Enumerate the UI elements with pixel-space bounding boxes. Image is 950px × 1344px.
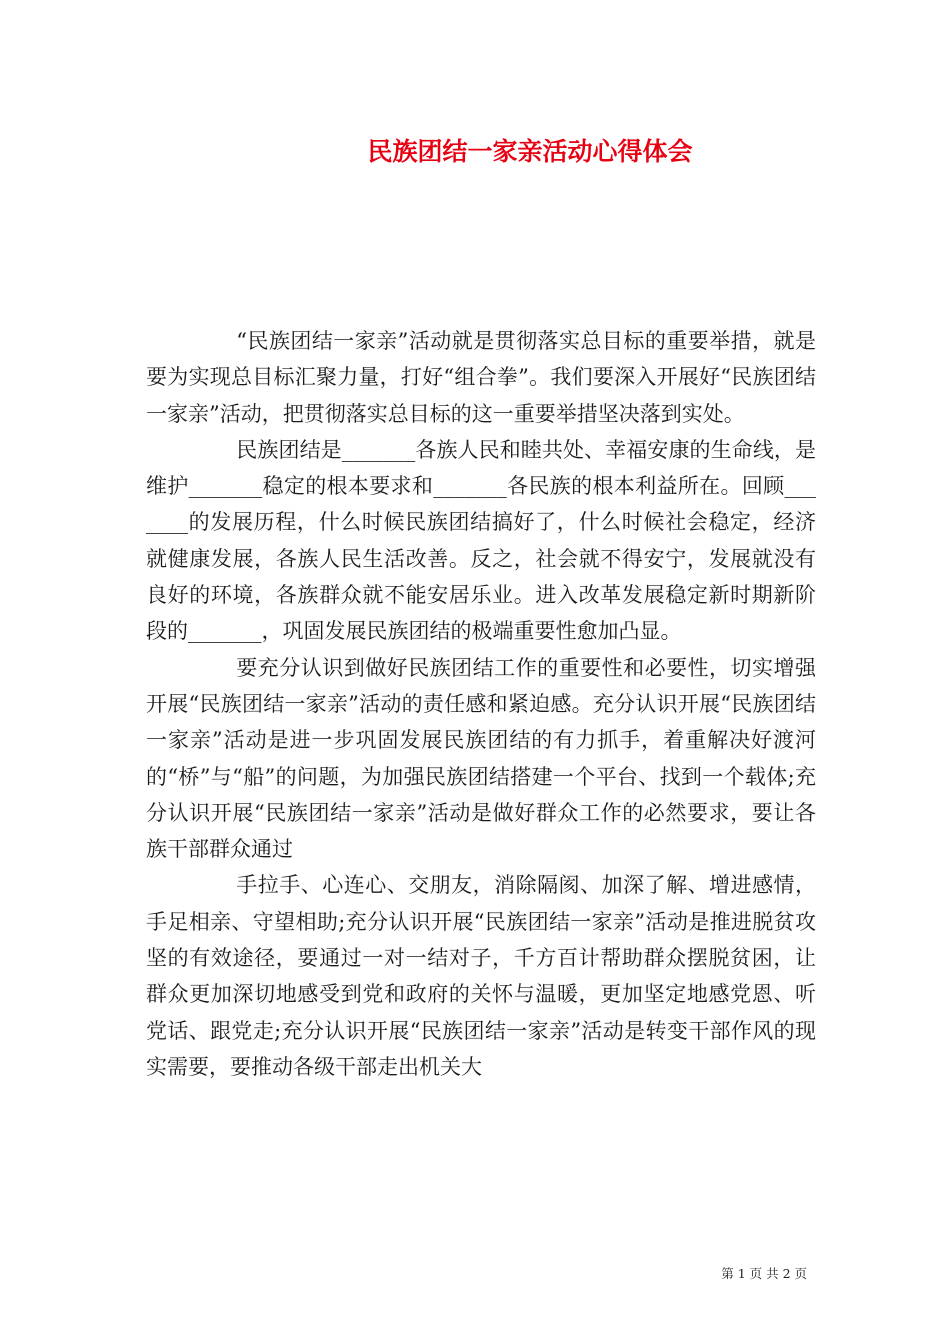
page-number-footer: 第 1 页 共 2 页 [721,1266,807,1281]
document-title: 民族团结一家亲活动心得体会 [367,137,693,166]
paragraph-3: 要充分认识到做好民族团结工作的重要性和必要性，切实增强开展“民族团结一家亲”活动的责任感和紧迫感。充分认识开展“民族团结一家亲”活动是进一步巩固发展民族团结的有力抓手，着重解决好渡河的“桥”与“船”的问题，为加强民族团结搭建一个平台、找到一个载体;充分认识开展“民族团结一家亲”活动是做好群众工作的必然要求，要让各族干部群众通过 [146,655,816,862]
paragraph-2: 民族团结是_______各族人民和睦共处、幸福安康的生命线，是维护_______稳定的根本要求和_______各民族的根本利益所在。回顾_______的发展历程，什么时候民族团结搞好了，什么时候社会稳定，经济就健康发展，各族人民生活改善。反之，社会就不得安宁，发展就没有良好的环境，各族群众就不能安居乐业。进入改革发展稳定新时期新阶段的_______，巩固发展民族团结的极端重要性愈加凸显。 [146,437,816,644]
paragraph-1: “民族团结一家亲”活动就是贯彻落实总目标的重要举措，就是要为实现总目标汇聚力量，打好“组合拳”。我们要深入开展好“民族团结一家亲”活动，把贯彻落实总目标的这一重要举措坚决落到实处。 [146,329,816,426]
document-body [146,323,816,1085]
paragraph-4: 手拉手、心连心、交朋友，消除隔阂、加深了解、增进感情，手足相亲、守望相助;充分认识开展“民族团结一家亲”活动是推进脱贫攻坚的有效途径，要通过一对一结对子，千方百计帮助群众摆脱贫困，让群众更加深切地感受到党和政府的关怀与温暖，更加坚定地感党恩、听党话、跟党走;充分认识开展“民族团结一家亲”活动是转变干部作风的现实需要，要推动各级干部走出机关大 [146,873,816,1079]
